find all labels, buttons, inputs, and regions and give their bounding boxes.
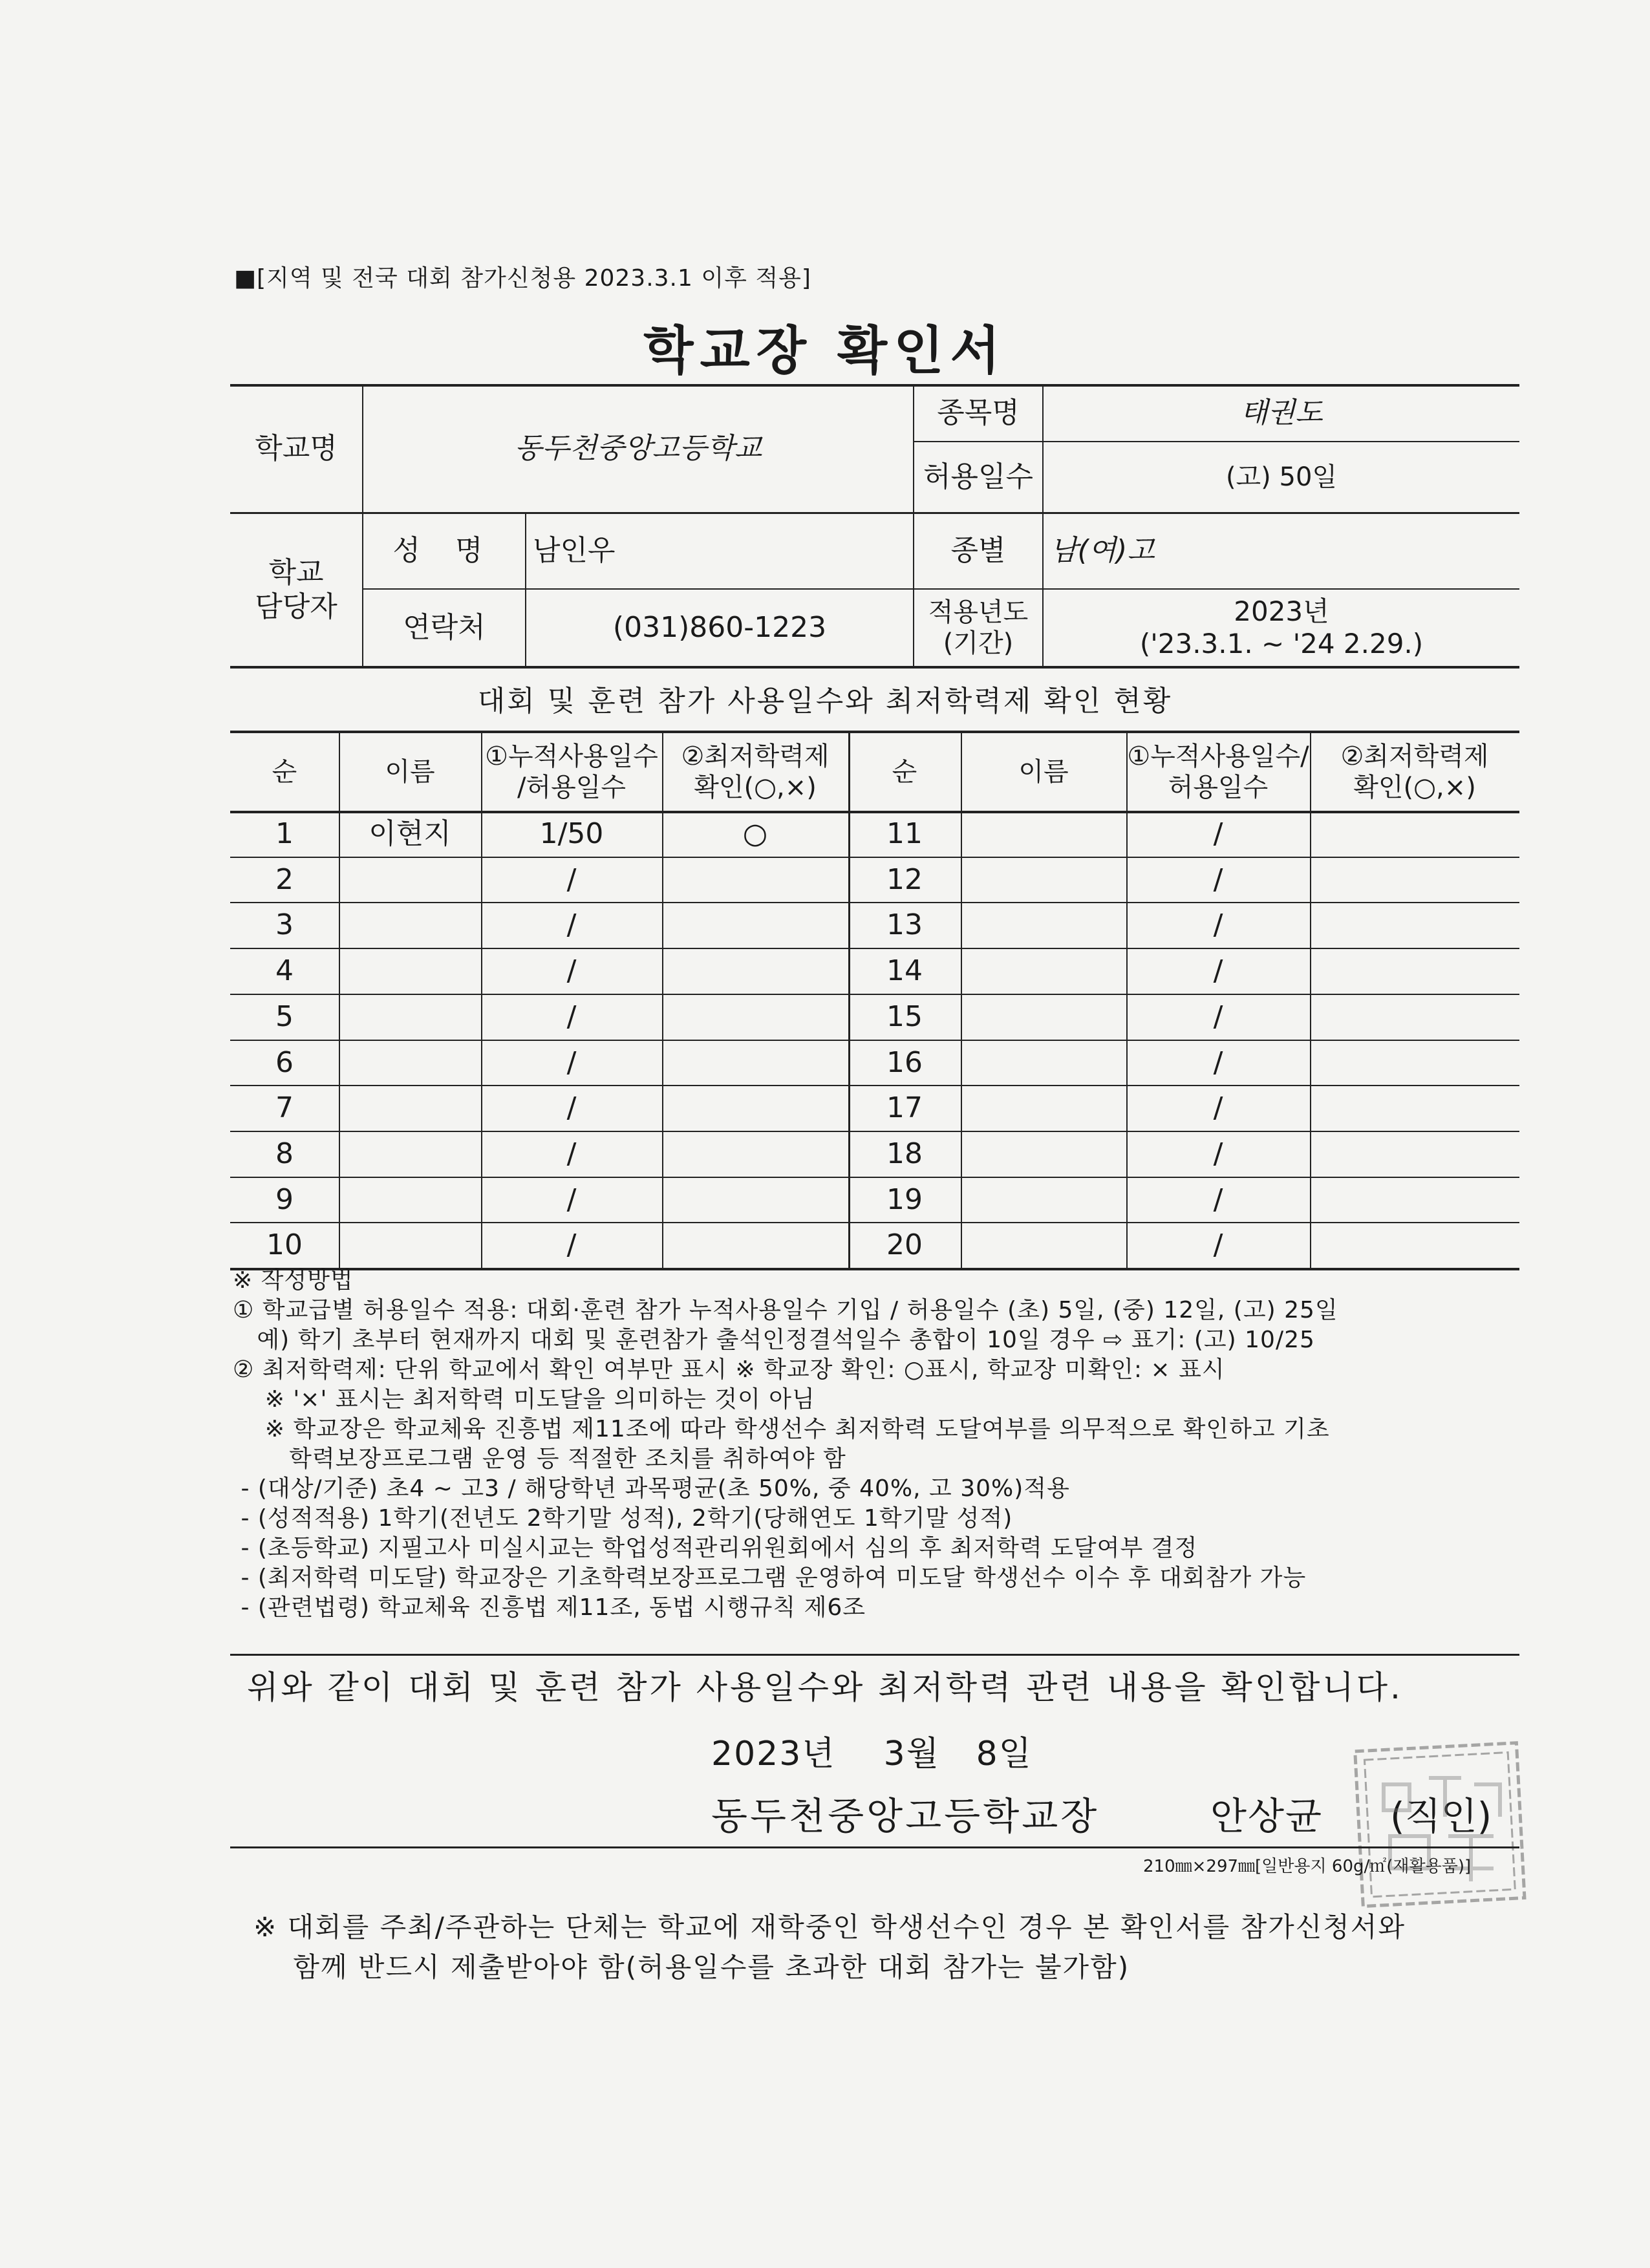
table-cell-days: / [566,1137,577,1171]
confirmation-statement: 위와 같이 대회 및 훈련 참가 사용일수와 최저학력 관련 내용을 확인합니다. [247,1669,1403,1706]
table-cell-days: 1/50 [539,817,604,851]
note-line: - (대상/기준) 초4 ~ 고3 / 해당학년 과목평균(초 50%, 중 40%, 고 30%)적용 [233,1475,1070,1502]
table-cell-check [662,1223,848,1268]
note-line: ① 학교급별 허용일수 적용: 대회·훈련 참가 누적사용일수 기입 / 허용일수 (초) 5일, (중) 12일, (고) 25일 [233,1297,1338,1323]
note-line: - (성적적용) 1학기(전년도 2학기말 성적), 2학기(당해연도 1학기말 성적) [233,1505,1013,1532]
table-cell-name [961,903,1126,948]
table-cell-check [662,995,848,1040]
table-cell-days: / [1213,1000,1223,1034]
table-cell-name [339,858,481,903]
table-cell-no: 8 [275,1137,294,1171]
note-line: ※ 작성방법 [233,1267,354,1294]
table-cell-name [961,995,1126,1040]
table-cell-no: 14 [886,954,923,988]
table-cell-no: 6 [275,1046,294,1080]
table-cell-check [662,903,848,948]
table-cell-check [662,1086,848,1131]
usage-table-title: 대회 및 훈련 참가 사용일수와 최저학력제 확인 현황 [477,685,1173,718]
school-name-value: 동두천중앙고등학교 [514,431,762,465]
table-cell-name [339,1178,481,1223]
table-cell-check [662,858,848,903]
year-value: 2023년 ('23.3.1. ~ '24 2.29.) [1139,595,1424,659]
paper-spec: 210㎜×297㎜[일반용지 60g/㎡(재활용품)] [1143,1857,1472,1876]
header-note: ■[지역 및 전국 대회 참가신청용 2023.3.1 이후 적용] [234,265,811,292]
table-cell-days: / [566,1183,577,1217]
submission-note: ※ 대회를 주최/주관하는 단체는 학교에 재학중인 학생선수인 경우 본 확인서를 참가신청서와 함께 반드시 제출받아야 함(허용일수를 초과한 대회 참가는 불가함) [253,1911,1406,1983]
table-cell-days: / [1213,1046,1223,1080]
table-cell-no: 17 [886,1091,923,1125]
contact-label: 연락처 [403,610,486,644]
table-cell-days: / [566,908,577,942]
table-cell-no: 5 [275,1000,294,1034]
document-title: 학교장 확인서 [643,321,1007,381]
table-cell-check [1310,1041,1519,1086]
principal-name: 안상균 [1210,1794,1323,1838]
table-cell-check [1310,1178,1519,1223]
table-cell-name [339,1086,481,1131]
table-cell-days: / [566,1046,577,1080]
table-cell-days: / [1213,863,1223,897]
table-cell-days: / [1213,1228,1223,1262]
note-line: - (초등학교) 지필고사 미실시교는 학업성적관리위원회에서 심의 후 최저학력 도달여부 결정 [233,1535,1198,1561]
table-cell-no: 16 [886,1046,923,1080]
table-cell-no: 20 [886,1228,923,1262]
table-cell-no: 1 [275,817,294,851]
table-cell-check [662,1178,848,1223]
table-cell-no: 9 [275,1183,294,1217]
issue-date: 2023년 3월 8일 [711,1735,1033,1773]
writing-instructions [233,1266,1338,1623]
table-cell-name [961,1132,1126,1177]
note-line: 학력보장프로그램 운영 등 적절한 조치를 취하여야 함 [233,1446,846,1472]
table-header-days: ①누적사용일수/ 허용일수 [1127,742,1309,802]
table-header-no: 순 [272,757,297,787]
table-cell-check [1310,812,1519,857]
seal-label: (직인) [1390,1794,1492,1838]
table-cell-name [339,1041,481,1086]
table-cell-days: / [566,1228,577,1262]
note-line: - (관련법령) 학교체육 진흥법 제11조, 동법 시행규칙 제6조 [233,1594,866,1621]
table-cell-days: / [566,1091,577,1125]
table-cell-check [1310,995,1519,1040]
table-header-check: ②최저학력제 확인(○,×) [681,742,830,802]
school-name-label: 학교명 [255,431,338,465]
table-cell-days: / [566,954,577,988]
table-cell-days: / [1213,1137,1223,1171]
table-cell-name [961,1086,1126,1131]
table-cell-check [662,949,848,994]
table-cell-check [662,1041,848,1086]
sport-value: 태권도 [1240,396,1323,429]
table-cell-check [1310,1132,1519,1177]
table-header-name: 이름 [385,757,435,787]
principal-title: 동두천중앙고등학교장 [711,1794,1100,1838]
table-cell-name [961,949,1126,994]
note-line: ※ '×' 표시는 최저학력 미도달을 의미하는 것이 아님 [233,1386,815,1413]
table-cell-name [961,1223,1126,1268]
table-cell-days: / [1213,1091,1223,1125]
gender-value: 남(여)고 [1050,534,1155,568]
table-cell-no: 18 [886,1137,923,1171]
table-cell-no: 15 [886,1000,923,1034]
year-label: 적용년도 (기간) [928,597,1029,658]
table-header-days: ①누적사용일수 /허용일수 [485,742,658,802]
table-cell-no: 2 [275,863,294,897]
table-cell-no: 11 [886,817,923,851]
table-cell-check [1310,903,1519,948]
table-cell-no: 13 [886,908,923,942]
table-cell-no: 3 [275,908,294,942]
note-line: ※ 학교장은 학교체육 진흥법 제11조에 따라 학생선수 최저학력 도달여부를 의무적으로 확인하고 기초 [233,1416,1330,1442]
table-cell-name: 이현지 [369,817,451,851]
table-cell-name [339,1132,481,1177]
table-header-check: ②최저학력제 확인(○,×) [1340,742,1489,802]
person-name-label: 성 명 [392,534,496,568]
official-seal-stamp [1351,1739,1532,1914]
table-cell-name [339,949,481,994]
table-cell-days: / [1213,908,1223,942]
table-cell-name [961,1041,1126,1086]
table-cell-check [1310,1223,1519,1268]
table-cell-no: 7 [275,1091,294,1125]
table-cell-check: ○ [742,817,768,851]
manager-label: 학교 담당자 [255,555,338,623]
table-cell-days: / [1213,954,1223,988]
table-header-name: 이름 [1018,757,1069,787]
table-cell-days: / [566,1000,577,1034]
table-cell-days: / [1213,1183,1223,1217]
table-cell-days: / [566,863,577,897]
table-cell-name [961,812,1126,857]
table-cell-check [1310,858,1519,903]
table-cell-no: 10 [266,1228,303,1262]
table-cell-name [339,1223,481,1268]
table-cell-name [339,903,481,948]
sport-label: 종목명 [937,396,1020,429]
table-cell-check [662,1132,848,1177]
note-line: - (최저학력 미도달) 학교장은 기초학력보장프로그램 운영하여 미도달 학생선수 이수 후 대회참가 가능 [233,1565,1307,1591]
table-cell-no: 4 [275,954,294,988]
note-line: ② 최저학력제: 단위 학교에서 확인 여부만 표시 ※ 학교장 확인: ○표시, 학교장 미확인: × 표시 [233,1356,1225,1383]
note-line: 예) 학기 초부터 현재까지 대회 및 훈련참가 출석인정결석일수 총합이 10일 경우 ⇨ 표기: (고) 10/25 [233,1327,1315,1353]
gender-label: 종별 [950,534,1006,568]
table-cell-name [961,858,1126,903]
table-cell-check [1310,1086,1519,1131]
allowed-days-label: 허용일수 [923,460,1033,493]
table-cell-no: 19 [886,1183,923,1217]
contact-value: (031)860-1223 [612,610,827,644]
table-header-no: 순 [892,757,917,787]
person-name-value: 남인우 [533,534,616,568]
table-cell-no: 12 [886,863,923,897]
table-cell-check [1310,949,1519,994]
table-cell-days: / [1213,817,1223,851]
allowed-days-value: (고) 50일 [1225,462,1338,492]
table-cell-name [339,995,481,1040]
table-cell-name [961,1178,1126,1223]
